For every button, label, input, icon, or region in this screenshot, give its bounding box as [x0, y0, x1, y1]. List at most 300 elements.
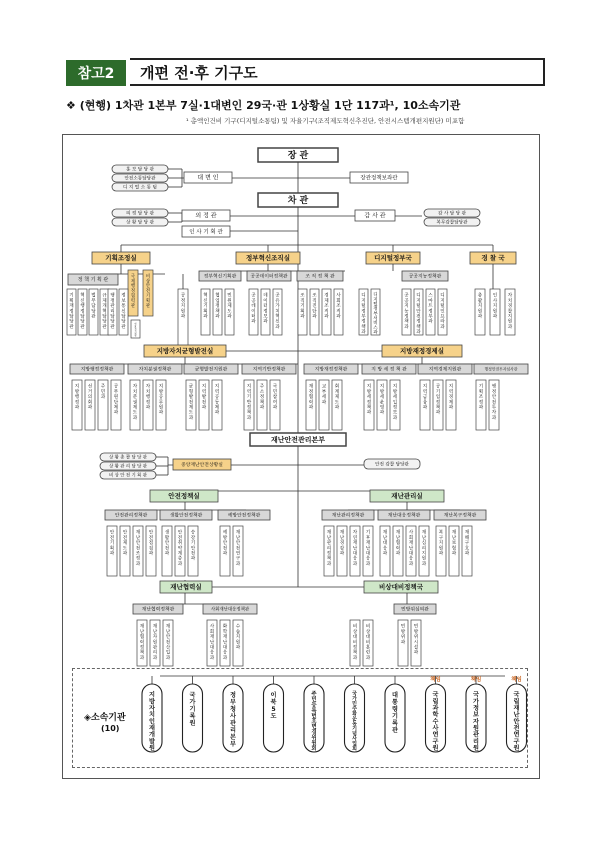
- unit-char: 복: [438, 530, 444, 536]
- unit-char: 기: [300, 304, 305, 310]
- unit-char: 책: [139, 650, 145, 656]
- unit-char: 상: [145, 279, 151, 285]
- local-autonomy-office-box-label: 지방자치균형발전실: [156, 347, 214, 356]
- unit-char: 정: [145, 400, 151, 406]
- unit-char: 관: [326, 541, 332, 547]
- unit-char: 재: [339, 530, 345, 536]
- unit-char: 안: [164, 541, 170, 547]
- unit-char: 지: [158, 384, 164, 390]
- unit-char: 직: [324, 309, 329, 315]
- innovation-office-box-label: 정부혁신조직실: [246, 254, 290, 263]
- unit-char: 보: [392, 410, 398, 416]
- unit-char: 과: [74, 405, 80, 411]
- unit-char: 치: [145, 389, 151, 395]
- unit-char: 담: [69, 314, 74, 320]
- unit-char: 정: [121, 293, 126, 299]
- unit-char: 이: [263, 298, 268, 304]
- unit-char: 업: [165, 650, 171, 656]
- unit-char: 리: [110, 309, 115, 315]
- unit-char: 과: [300, 314, 305, 320]
- agency-char: 번: [311, 713, 317, 720]
- unit-char: 민: [272, 389, 278, 395]
- agency-char: 지: [149, 691, 155, 699]
- unit-char: 보: [451, 541, 457, 547]
- unit-char: 과: [422, 405, 428, 411]
- minister-advisor-box-label: 장관정책보좌관: [360, 175, 398, 182]
- unit-char: 디: [361, 293, 366, 299]
- unit-char: 습: [235, 629, 241, 635]
- unit-char: 도: [188, 410, 194, 416]
- unit-char: 원: [235, 640, 241, 646]
- unit-char: 도: [132, 410, 138, 416]
- unit-char: 입: [392, 400, 398, 406]
- unit-char: 자: [507, 293, 513, 299]
- unit-char: 정: [139, 645, 145, 651]
- unit-char: 민: [413, 624, 419, 630]
- unit-char: 획: [134, 333, 137, 336]
- unit-char: 전: [135, 546, 141, 552]
- unit-char: 안: [135, 541, 141, 547]
- emergency-bureau-box-label: 비상대비정책국: [379, 583, 423, 592]
- unit-char: 구: [464, 541, 470, 547]
- agency-char: 통: [392, 699, 398, 706]
- unit-char: 책: [366, 405, 372, 411]
- unit-char: 정: [428, 309, 433, 315]
- finance-sub-box-label: 행정안전투자심사관: [484, 366, 518, 372]
- unit-char: 관: [110, 324, 115, 330]
- unit-char: 지: [366, 384, 372, 390]
- unit-char: 신: [203, 298, 208, 304]
- unit-char: 약: [177, 546, 183, 552]
- unit-char: 전: [201, 400, 207, 406]
- unit-char: 담: [110, 314, 115, 320]
- unit-char: 과: [334, 405, 340, 411]
- agency-char: 국: [352, 691, 357, 697]
- unit-char: 비: [145, 274, 151, 280]
- unit-char: 사: [336, 293, 341, 299]
- unit-char: 대: [408, 551, 414, 557]
- unit-char: 과: [421, 561, 427, 567]
- agency-char: 북: [270, 699, 277, 706]
- local-sub-box-label: 균형발전지원관: [194, 367, 228, 373]
- unit-char: 조: [300, 293, 305, 299]
- unit-char: 점: [148, 541, 154, 547]
- unit-char: 자: [352, 530, 358, 536]
- unit-char: 과: [365, 561, 371, 567]
- unit-char: 도: [334, 400, 340, 406]
- unit-char: 스: [428, 293, 433, 299]
- unit-char: 기: [69, 293, 74, 299]
- unit-char: 설: [413, 645, 419, 651]
- unit-char: 과: [209, 655, 215, 661]
- unit-char: 직: [336, 309, 341, 315]
- agency-char: 자: [473, 718, 479, 726]
- unit-char: 과: [308, 405, 314, 411]
- agency-char: 보: [473, 711, 479, 719]
- unit-char: 화: [222, 624, 228, 630]
- unit-char: 안: [134, 327, 137, 330]
- unit-char: 전: [235, 546, 241, 552]
- coop-sub-box-label: 재난협력정책관: [141, 607, 175, 613]
- unit-char: 총: [477, 293, 483, 299]
- unit-char: 방: [400, 629, 406, 635]
- unit-char: 털: [416, 304, 421, 310]
- unit-char: 난: [222, 640, 228, 646]
- unit-char: 디: [373, 293, 378, 299]
- unit-char: 대: [352, 551, 358, 557]
- unit-char: 체: [214, 405, 220, 411]
- unit-char: 전: [148, 535, 154, 541]
- finance-sub-box-label: 지역경제지원관: [428, 367, 462, 373]
- agency-char: 인: [149, 718, 155, 726]
- disaster-mgmt-office-box-label: 재난관리실: [391, 492, 423, 501]
- footnote: ¹ 총액인건비 기구(디지털소통팀) 및 자율기구(조직제도혁신추진단, 안전시스템개편지원단) 미포함: [186, 117, 465, 125]
- agency-char: 부: [230, 741, 236, 748]
- unit-char: 재: [135, 530, 141, 536]
- unit-char: 원: [507, 319, 513, 325]
- unit-char: 도: [227, 309, 232, 315]
- unit-char: 대: [382, 541, 388, 547]
- unit-char: 보: [263, 314, 268, 320]
- unit-char: 감: [339, 546, 345, 552]
- agency-char: 가: [189, 699, 196, 706]
- unit-char: 정: [491, 389, 497, 395]
- unit-char: 지: [507, 314, 513, 320]
- unit-char: 경: [324, 293, 329, 299]
- unit-char: 안: [165, 635, 171, 641]
- unit-char: 획: [109, 546, 115, 552]
- unit-char: 혁: [80, 293, 85, 299]
- unit-char: 과: [478, 405, 484, 411]
- agency-char: 연: [432, 731, 439, 739]
- unit-char: 협: [139, 635, 145, 641]
- unit-char: 재: [139, 624, 145, 630]
- unit-char: 정: [361, 319, 366, 325]
- minister-left-box-label: 안전소통담당관: [124, 176, 156, 182]
- agency-char: 재: [513, 705, 520, 712]
- unit-char: 치: [132, 389, 138, 395]
- agency-char: 기: [189, 706, 196, 713]
- unit-char: 담: [91, 304, 96, 310]
- agency-char: 국: [432, 691, 439, 699]
- unit-char: 공: [214, 395, 220, 401]
- unit-char: 지: [440, 298, 445, 304]
- unit-char: 프: [440, 314, 445, 320]
- unit-char: 발: [188, 395, 194, 401]
- unit-char: 과: [477, 314, 483, 320]
- unit-char: 과: [507, 324, 513, 330]
- unit-char: 금: [422, 395, 428, 401]
- unit-char: 과: [428, 319, 433, 325]
- unit-char: 치: [507, 298, 513, 304]
- unit-char: 대: [222, 645, 228, 651]
- unit-char: 관: [91, 314, 96, 320]
- unit-char: 과: [400, 640, 406, 646]
- unit-char: 책: [352, 650, 358, 656]
- unit-char: 과: [321, 400, 327, 406]
- unit-char: 이: [251, 309, 256, 315]
- unit-char: 지: [214, 384, 220, 390]
- unit-char: 험: [451, 546, 457, 552]
- unit-char: 민: [400, 624, 406, 630]
- unit-char: 승: [190, 530, 196, 536]
- unit-char: 과: [379, 410, 385, 416]
- unit-char: 회: [334, 384, 340, 390]
- unit-char: 정: [246, 405, 252, 411]
- unit-char: 관: [110, 304, 115, 310]
- unit-char: 재: [308, 384, 314, 390]
- disaster-hq-box-label: 재난안전관리본부: [270, 435, 326, 444]
- unit-char: 행: [110, 293, 115, 299]
- unit-char: 법: [91, 293, 96, 299]
- unit-char: 도: [122, 546, 128, 552]
- unit-char: 원: [152, 640, 158, 646]
- unit-char: 계: [334, 389, 340, 395]
- unit-char: 책: [246, 410, 252, 416]
- planning-office-box-label: 기획조정실: [105, 254, 137, 263]
- unit-char: 신: [275, 319, 280, 325]
- unit-char: 치: [275, 309, 280, 315]
- unit-char: 협: [130, 294, 136, 299]
- unit-char: 리: [326, 546, 332, 552]
- agency-new-tag: 책임: [511, 677, 522, 683]
- unit-char: 정: [215, 304, 220, 310]
- unit-char: 난: [339, 535, 345, 541]
- unit-char: 털: [373, 302, 378, 308]
- unit-char: 난: [235, 535, 241, 541]
- unit-char: 검: [148, 546, 154, 552]
- unit-char: 지: [201, 384, 207, 390]
- agency-char: 원: [473, 725, 479, 732]
- unit-char: 공: [404, 298, 409, 304]
- unit-char: 당: [69, 319, 74, 325]
- unit-char: 거: [87, 389, 93, 395]
- agency-char: 위: [311, 735, 317, 742]
- unit-char: 인: [440, 309, 445, 315]
- agency-char: 민: [352, 701, 357, 707]
- unit-char: 지: [392, 384, 398, 390]
- unit-char: 난: [326, 535, 332, 541]
- planning-sub-box-label: 정 책 기 획 관: [77, 277, 109, 284]
- unit-char: 과: [188, 415, 194, 421]
- spokesman-box-label: 대 변 인: [197, 174, 219, 182]
- unit-char: 정: [366, 400, 372, 406]
- unit-char: 역: [214, 389, 220, 395]
- unit-char: 관: [145, 303, 151, 309]
- unit-char: 관: [130, 303, 136, 309]
- unit-char: 강: [190, 535, 196, 541]
- unit-char: 제: [188, 405, 194, 411]
- unit-char: 공: [158, 395, 164, 401]
- unit-char: 전: [190, 551, 196, 557]
- disaster-coop-office-box-label: 재난협력실: [170, 583, 202, 592]
- unit-char: 세: [321, 395, 327, 401]
- unit-char: 부: [373, 311, 378, 317]
- unit-char: 혁: [275, 314, 280, 320]
- unit-char: 과: [336, 314, 341, 320]
- unit-char: 과: [404, 324, 409, 330]
- unit-char: 제: [130, 279, 136, 285]
- vice-minister-box-label: 차 관: [287, 196, 309, 206]
- unit-char: 역: [201, 389, 207, 395]
- unit-char: 획: [203, 309, 208, 315]
- unit-char: 과: [352, 561, 358, 567]
- unit-char: 혁: [102, 309, 107, 315]
- unit-char: 능: [404, 309, 409, 315]
- agency-char: 원: [513, 745, 520, 752]
- unit-char: 제: [334, 395, 340, 401]
- reference-tag: 참고2: [66, 60, 126, 86]
- unit-char: 전: [177, 535, 183, 541]
- unit-char: 업: [215, 298, 220, 304]
- unit-char: 응: [209, 650, 215, 656]
- agency-char: 부: [230, 699, 236, 706]
- innovation-sub-box-label: 정부혁신기획관: [203, 274, 237, 280]
- unit-char: 회: [336, 298, 341, 304]
- unit-char: 과: [361, 330, 366, 336]
- agency-char: 대: [392, 692, 398, 699]
- unit-char: 서: [373, 316, 378, 322]
- vice-left-box-label: 상 황 담 당 관: [125, 220, 155, 226]
- agency-char: 개: [149, 731, 155, 739]
- unit-char: 과: [275, 324, 280, 330]
- agency-char: 본: [230, 734, 236, 741]
- unit-char: 방: [222, 535, 228, 541]
- agency-char: 연: [513, 731, 520, 739]
- agency-char: 원: [311, 740, 317, 747]
- agency-char: 업: [352, 741, 357, 747]
- unit-char: 과: [132, 415, 138, 421]
- unit-char: 리: [152, 650, 158, 656]
- unit-char: 획: [478, 389, 484, 395]
- unit-char: 비: [352, 624, 358, 630]
- unit-char: 민: [100, 389, 106, 395]
- unit-char: 지: [416, 298, 421, 304]
- unit-char: 자: [491, 410, 497, 416]
- unit-char: 안: [416, 309, 421, 315]
- unit-char: 괄: [477, 298, 483, 304]
- unit-char: 제: [227, 304, 232, 310]
- unit-char: 과: [339, 551, 345, 557]
- mgmt-sub-box-label: 재난관리정책관: [331, 513, 365, 519]
- agency-char: 이: [270, 692, 277, 699]
- unit-char: 기: [478, 384, 484, 390]
- unit-char: 시: [413, 640, 419, 646]
- unit-char: 세: [392, 395, 398, 401]
- unit-char: 업: [435, 395, 441, 401]
- unit-char: 학: [222, 629, 228, 635]
- unit-char: 정: [135, 556, 141, 562]
- agency-char: 기: [352, 726, 357, 732]
- unit-char: 데: [251, 304, 256, 310]
- unit-char: 기: [145, 294, 151, 299]
- unit-char: 발: [201, 395, 207, 401]
- unit-char: 공: [275, 293, 280, 299]
- unit-char: 과: [246, 415, 252, 421]
- unit-char: 관: [152, 645, 158, 651]
- unit-char: 난: [352, 546, 358, 552]
- unit-char: 방: [74, 389, 80, 395]
- unit-char: 조: [312, 293, 317, 299]
- unit-char: 재: [421, 530, 427, 536]
- unit-char: 비: [134, 323, 137, 326]
- unit-char: 행: [130, 284, 136, 290]
- unit-char: 과: [366, 410, 372, 416]
- unit-char: 난: [421, 535, 427, 541]
- audit-right-box-label: 감 사 담 당 관: [437, 211, 467, 217]
- unit-char: 과: [464, 551, 470, 557]
- unit-char: 과: [214, 410, 220, 416]
- digital-sub-box-label: 공공지능정책관: [408, 274, 442, 280]
- unit-char: 재: [209, 635, 215, 641]
- unit-char: 지: [477, 304, 483, 310]
- unit-char: 공: [113, 384, 119, 390]
- agency-char: 전: [513, 725, 520, 732]
- unit-char: 예: [222, 530, 228, 536]
- unit-char: 스: [373, 325, 378, 331]
- agency-char: 발: [149, 738, 155, 746]
- agency-char: 기: [392, 713, 398, 720]
- unit-char: 팀: [134, 335, 137, 338]
- unit-char: 신: [80, 298, 85, 304]
- agency-char: 주: [352, 706, 357, 712]
- agency-char: 령: [392, 706, 398, 713]
- unit-char: 층: [177, 556, 183, 562]
- unit-char: 정: [404, 314, 409, 320]
- unit-char: 기: [190, 541, 196, 547]
- unit-char: 과: [177, 561, 183, 567]
- unit-char: 방: [158, 389, 164, 395]
- unit-char: 정: [373, 307, 378, 313]
- unit-char: 지: [492, 304, 498, 310]
- unit-char: 역: [246, 389, 252, 395]
- unit-char: 과: [215, 314, 220, 320]
- unit-char: 응: [352, 556, 358, 562]
- agency-char: 변: [311, 724, 317, 731]
- unit-char: 원: [477, 309, 483, 315]
- unit-char: 재: [382, 530, 388, 536]
- unit-char: 지: [74, 384, 80, 390]
- unit-char: 제: [132, 405, 138, 411]
- unit-char: 정: [392, 405, 398, 411]
- audit-box-label: 감 사 관: [364, 212, 386, 220]
- unit-char: 관: [121, 324, 126, 330]
- unit-char: 과: [222, 551, 228, 557]
- unit-char: 정: [435, 400, 441, 406]
- unit-char: 책: [326, 556, 332, 562]
- unit-char: 회: [87, 400, 93, 406]
- agency-new-tag: 책임: [470, 677, 482, 683]
- unit-char: 재: [408, 541, 414, 547]
- agency-char: 주: [311, 691, 317, 698]
- unit-char: 안: [109, 530, 115, 536]
- agency-char: 원: [149, 745, 155, 752]
- agency-char: 민: [311, 696, 317, 703]
- unit-char: 정: [478, 400, 484, 406]
- unit-char: 과: [164, 551, 170, 557]
- unit-char: 기: [246, 395, 252, 401]
- subtitle: ❖ (현행) 1차관 1본부 7실·1대변인 29국·관 1상황실 1단 117과¹, 10소속기관: [66, 99, 461, 112]
- unit-char: 구: [438, 535, 444, 541]
- unit-char: 책: [404, 319, 409, 325]
- unit-char: 과: [152, 655, 158, 661]
- unit-char: 국: [130, 274, 136, 280]
- unit-char: 데: [263, 293, 268, 299]
- unit-char: 취: [177, 541, 183, 547]
- unit-char: 대: [209, 645, 215, 651]
- unit-char: 재: [69, 304, 74, 310]
- unit-char: 분: [132, 395, 138, 401]
